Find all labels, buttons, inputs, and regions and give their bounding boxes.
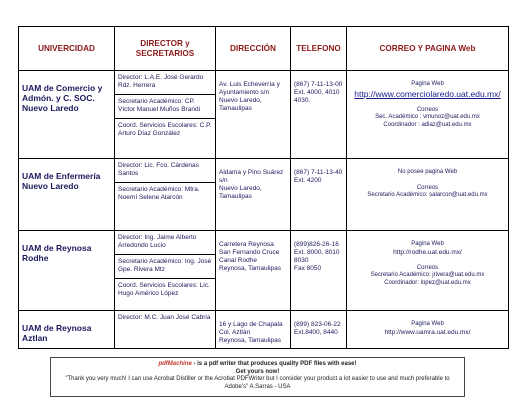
web-link[interactable]: http://www.uamra.uat.edu.mx/ xyxy=(384,328,471,336)
email-line[interactable]: Secretario Académico: salarcon@uat.edu.mx xyxy=(367,192,488,198)
web-label: Pagina Web xyxy=(411,241,444,247)
banner-quote: "Thank you very much! I can use Acrobat Distiller or the Acrobat PDFWriter but I consider your product a lot easier to use and much preferable to Adobe's" A.Sarras - USA xyxy=(65,376,450,390)
director-entry: Coord. Servicios Escolares: Lic. Hugo Américo López xyxy=(118,282,210,297)
telefono-cell: (899) 823-06-22 Ext.8400, 8440 xyxy=(291,311,347,349)
header-telefono: TELEFONO xyxy=(291,27,347,71)
direccion-cell: Aldama y Pino Suárez s/n Nuevo Laredo, Tamaulipas xyxy=(216,159,291,231)
header-direccion: DIRECCIÓN xyxy=(216,27,291,71)
telefono-cell: (899)826-26-16 Ext. 8000, 8010 8030 Fax 8050 xyxy=(291,231,347,311)
pdfmachine-banner xyxy=(50,357,465,397)
banner-tagline: - is a pdf writer that produces quality PDF files with ease! xyxy=(191,361,357,367)
web-label: Pagina Web xyxy=(411,321,444,327)
banner-line-1 xyxy=(55,361,460,369)
email-line[interactable]: Coordinador: lopez@uat.edu.mx xyxy=(384,279,471,286)
director-entry: Director: Ing. Jaime Alberto Arredondo Lucio xyxy=(115,231,215,255)
director-entry: Director: M.C. Juan José Cabria xyxy=(118,314,211,321)
correo-cell xyxy=(347,311,509,349)
correos-label: Correos xyxy=(416,184,439,191)
univ-name: UAM de Reynosa Rodhe xyxy=(19,231,115,311)
web-label: Pagina Web xyxy=(411,81,444,87)
correo-cell xyxy=(347,159,509,231)
header-univ: UNIVERCIDAD xyxy=(19,27,115,71)
banner-brand: pdfMachine xyxy=(158,361,192,367)
director-entry: Secretario Académico: CP. Víctor Manuel Muños Brandi xyxy=(115,95,215,119)
univ-name: UAM de Comercio y Admón. y C. SOC. Nuevo Laredo xyxy=(19,71,115,159)
table-row xyxy=(19,71,509,159)
web-label: No posee pagina Web xyxy=(397,169,458,175)
table-row xyxy=(19,311,509,349)
correo-cell xyxy=(347,71,509,159)
univ-name: UAM de Enfermería Nuevo Laredo xyxy=(19,159,115,231)
header-correo: CORREO Y PAGINA Web xyxy=(347,27,509,71)
univ-name: UAM de Reynosa Aztlan xyxy=(19,311,115,349)
email-line[interactable]: Sec. Académico : vmunoz@uat.edu.mx xyxy=(375,114,480,120)
director-entry: Secretario Académico: Ing. José Gpe. Rivera Mtz xyxy=(115,255,215,279)
header-row xyxy=(19,27,509,71)
web-link[interactable]: http://www.comerciolaredo.uat.edu.mx/ xyxy=(354,88,501,99)
university-table xyxy=(18,26,509,349)
web-link[interactable]: http://rodhe.uat.edu.mx/ xyxy=(393,248,462,256)
document-page xyxy=(18,26,508,349)
telefono-cell: (867) 7-11-13-00 Ext. 4000, 4010 4030. xyxy=(291,71,347,159)
director-cell xyxy=(115,159,216,231)
correos-label: Correos xyxy=(416,106,439,113)
director-cell xyxy=(115,71,216,159)
banner-cta[interactable]: Get yours now! xyxy=(235,368,280,375)
direccion-cell: 16 y Lago de Chapala Col. Aztlán Reynosa, Tamaulipas xyxy=(216,311,291,349)
director-entry: Director: Lic. Fco. Cárdenas Santos xyxy=(115,159,215,183)
telefono-cell: (867) 7-11-13-40 Ext. 4200 xyxy=(291,159,347,231)
director-entry: Director: L.A.E. José Gerardo Rdz. Herrera xyxy=(115,71,215,95)
correo-cell xyxy=(347,231,509,311)
table-row xyxy=(19,231,509,311)
director-entry: Secretario Académico: Mtra. Noemí Selene Alarcón xyxy=(118,186,200,201)
header-director: DIRECTOR y SECRETARIOS xyxy=(115,27,216,71)
director-cell xyxy=(115,311,216,349)
email-line[interactable]: Coordinador : adiaz@uat.edu.mx xyxy=(383,121,472,128)
direccion-cell: Av. Luis Echeverría y Ayuntamiento s/n Nuevo Laredo, Tamaulipas xyxy=(216,71,291,159)
direccion-cell: Carretera Reynosa San Fernando Cruce Canal Rodhe Reynosa, Tamaulipas xyxy=(216,231,291,311)
director-cell xyxy=(115,231,216,311)
table-row xyxy=(19,159,509,231)
email-line[interactable]: Secretario Académico: jrivera@uat.edu.mx xyxy=(370,272,485,278)
correos-label: Correos xyxy=(416,264,439,271)
director-entry: Coord. Servicios Escolares: C.P. Arturo Díaz González xyxy=(118,122,212,137)
